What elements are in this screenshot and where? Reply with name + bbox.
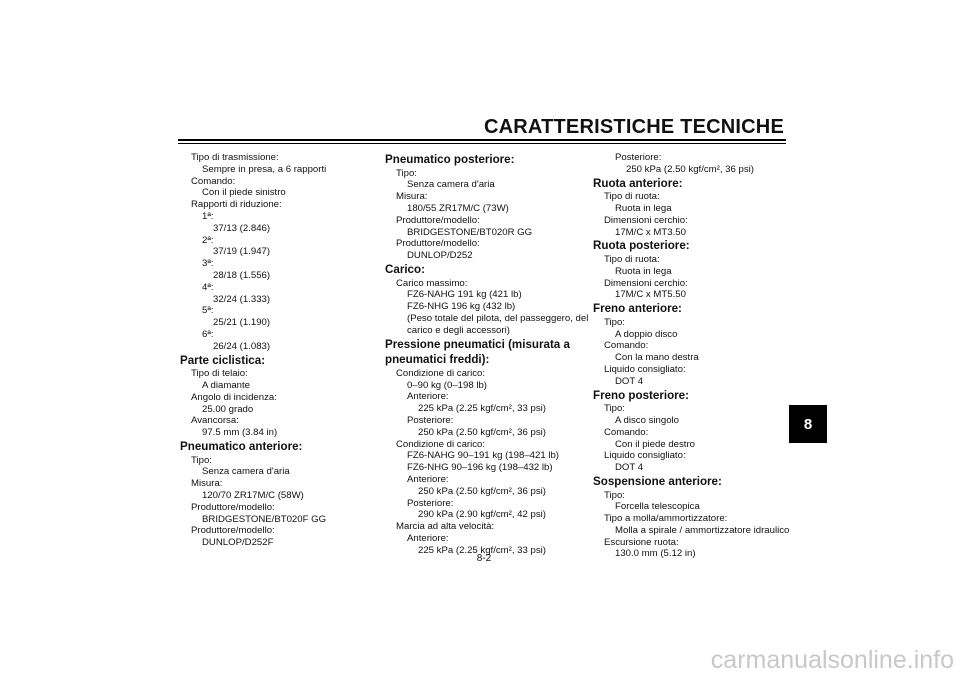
- spec-line: Produttore/modello:: [396, 214, 480, 226]
- spec-line: Ruota in lega: [615, 202, 672, 214]
- spec-line: Tipo di ruota:: [604, 253, 660, 265]
- section-heading: Pneumatico anteriore:: [180, 439, 303, 453]
- section-heading: Pneumatico posteriore:: [385, 153, 515, 166]
- spec-line: DUNLOP/D252: [407, 250, 473, 262]
- spec-line: Misura:: [396, 191, 428, 203]
- spec-line: 120/70 ZR17M/C (58W): [202, 489, 304, 501]
- spec-line: Dimensioni cerchio:: [604, 277, 688, 289]
- spec-line: Produttore/modello:: [396, 238, 480, 250]
- spec-line: 225 kPa (2.25 kgf/cm², 33 psi): [418, 544, 546, 556]
- section-heading: Freno anteriore:: [593, 302, 682, 316]
- spec-line: carico e degli accessori): [407, 324, 510, 336]
- spec-line: Condizione di carico:: [396, 367, 486, 379]
- spec-line: Tipo:: [396, 167, 417, 179]
- spec-line: 250 kPa (2.50 kgf/cm², 36 psi): [418, 485, 546, 497]
- spec-line: 225 kPa (2.25 kgf/cm², 33 psi): [418, 403, 546, 415]
- spec-line: Comando:: [604, 340, 649, 352]
- spec-line: Comando:: [604, 426, 649, 438]
- spec-line: Carico massimo:: [396, 277, 468, 289]
- spec-line: Forcella telescopica: [615, 501, 700, 513]
- spec-line: 37/19 (1.947): [213, 246, 271, 258]
- spec-line: Angolo di incidenza:: [191, 391, 277, 403]
- title-rule-thick: [178, 139, 786, 141]
- spec-line: FZ6-NAHG 90–191 kg (198–421 lb): [407, 450, 559, 462]
- chapter-tab-label: 8: [803, 415, 813, 433]
- spec-line: Posteriore:: [615, 152, 662, 163]
- spec-line: Liquido consigliato:: [604, 450, 686, 462]
- spec-line: Tipo a molla/ammortizzatore:: [604, 513, 728, 525]
- title-rule-thin: [178, 143, 786, 144]
- spec-line: Molla a spirale / ammortizzatore idraulico: [615, 524, 790, 536]
- spec-line: Condizione di carico:: [396, 438, 486, 450]
- section-heading: Ruota anteriore:: [593, 176, 683, 190]
- spec-line: 290 kPa (2.90 kgf/cm², 42 psi): [418, 509, 546, 521]
- spec-line: Tipo di telaio:: [191, 368, 248, 380]
- spec-line: Anteriore:: [407, 473, 449, 485]
- section-heading: Sospensione anteriore:: [593, 474, 722, 488]
- spec-line: 26/24 (1.083): [213, 340, 271, 352]
- spec-line: A doppio disco: [615, 328, 678, 340]
- spec-line: Sempre in presa, a 6 rapporti: [202, 163, 327, 175]
- spec-line: 97.5 mm (3.84 in): [202, 427, 278, 439]
- spec-line: 17M/C x MT5.50: [615, 289, 686, 301]
- spec-line: Comando:: [191, 175, 236, 187]
- spec-line: Anteriore:: [407, 391, 449, 403]
- spec-line: A diamante: [202, 379, 251, 391]
- spec-line: Posteriore:: [407, 497, 454, 509]
- spec-line: FZ6-NHG 196 kg (432 lb): [407, 301, 516, 313]
- spec-line: Tipo di ruota:: [604, 191, 660, 203]
- spec-line: Misura:: [191, 478, 223, 490]
- spec-line: DOT 4: [615, 462, 644, 474]
- section-heading: Parte ciclistica:: [180, 353, 266, 367]
- spec-line: Dimensioni cerchio:: [604, 214, 688, 226]
- spec-line: Senza camera d'aria: [407, 179, 495, 191]
- spec-line: FZ6-NAHG 191 kg (421 lb): [407, 289, 522, 301]
- spec-line: Anteriore:: [407, 532, 449, 544]
- spec-line: 2ª:: [202, 234, 214, 246]
- spec-line: BRIDGESTONE/BT020F GG: [202, 513, 327, 525]
- spec-line: Produttore/modello:: [191, 525, 275, 537]
- page-number: 8-2: [476, 553, 492, 564]
- spec-line: Senza camera d'aria: [202, 466, 290, 478]
- spec-line: Con il piede destro: [615, 438, 695, 450]
- watermark: carmanualsonline.info: [710, 646, 954, 674]
- spec-column-1: [180, 152, 366, 549]
- spec-line: Tipo:: [604, 316, 625, 328]
- spec-line: 5ª:: [202, 305, 214, 317]
- spec-line: BRIDGESTONE/BT020R GG: [407, 226, 533, 238]
- spec-line: 0–90 kg (0–198 lb): [407, 379, 488, 391]
- spec-line: Con il piede sinistro: [202, 187, 286, 199]
- spec-line: Escursione ruota:: [604, 536, 679, 548]
- spec-line: Rapporti di riduzione:: [191, 199, 282, 211]
- spec-line: 32/24 (1.333): [213, 293, 271, 305]
- spec-line: Tipo:: [604, 403, 625, 415]
- spec-line: DOT 4: [615, 375, 644, 387]
- spec-line: 28/18 (1.556): [213, 269, 271, 281]
- page-title: CARATTERISTICHE TECNICHE: [484, 116, 784, 138]
- spec-line: 17M/C x MT3.50: [615, 226, 686, 238]
- spec-line: 180/55 ZR17M/C (73W): [407, 202, 509, 214]
- spec-line: Ruota in lega: [615, 265, 672, 277]
- section-heading: Ruota posteriore:: [593, 239, 690, 253]
- spec-line: 4ª:: [202, 281, 214, 293]
- spec-line: Posteriore:: [407, 414, 454, 426]
- spec-line: Avancorsa:: [191, 415, 239, 427]
- spec-line: Con la mano destra: [615, 352, 699, 364]
- spec-line: 1ª:: [202, 210, 214, 222]
- spec-line: 250 kPa (2.50 kgf/cm², 36 psi): [418, 426, 546, 438]
- spec-line: Produttore/modello:: [191, 501, 275, 513]
- spec-line: Liquido consigliato:: [604, 363, 686, 375]
- spec-line: 3ª:: [202, 258, 214, 270]
- spec-line: A disco singolo: [615, 414, 679, 426]
- spec-line: 25/21 (1.190): [213, 317, 271, 329]
- spec-line: 250 kPa (2.50 kgf/cm², 36 psi): [626, 163, 754, 175]
- spec-line: Tipo:: [191, 454, 212, 466]
- chapter-tab: [789, 405, 827, 443]
- section-heading: Carico:: [385, 262, 425, 276]
- spec-line: 37/13 (2.846): [213, 222, 271, 234]
- spec-line: Tipo di trasmissione:: [191, 152, 279, 163]
- spec-column-2: [385, 152, 589, 556]
- spec-line: Tipo:: [604, 489, 625, 501]
- section-heading: pneumatici freddi):: [385, 353, 490, 367]
- section-heading: Freno posteriore:: [593, 388, 689, 402]
- spec-column-3: [593, 152, 790, 560]
- spec-line: 6ª:: [202, 328, 214, 340]
- spec-line: DUNLOP/D252F: [202, 537, 274, 549]
- spec-line: 25.00 grado: [202, 403, 254, 415]
- spec-line: FZ6-NHG 90–196 kg (198–432 lb): [407, 462, 553, 474]
- spec-line: Marcia ad alta velocità:: [396, 521, 495, 533]
- spec-line: (Peso totale del pilota, del passeggero, del: [407, 312, 589, 324]
- section-heading: Pressione pneumatici (misurata a: [385, 337, 570, 351]
- spec-line: 130.0 mm (5.12 in): [615, 548, 696, 560]
